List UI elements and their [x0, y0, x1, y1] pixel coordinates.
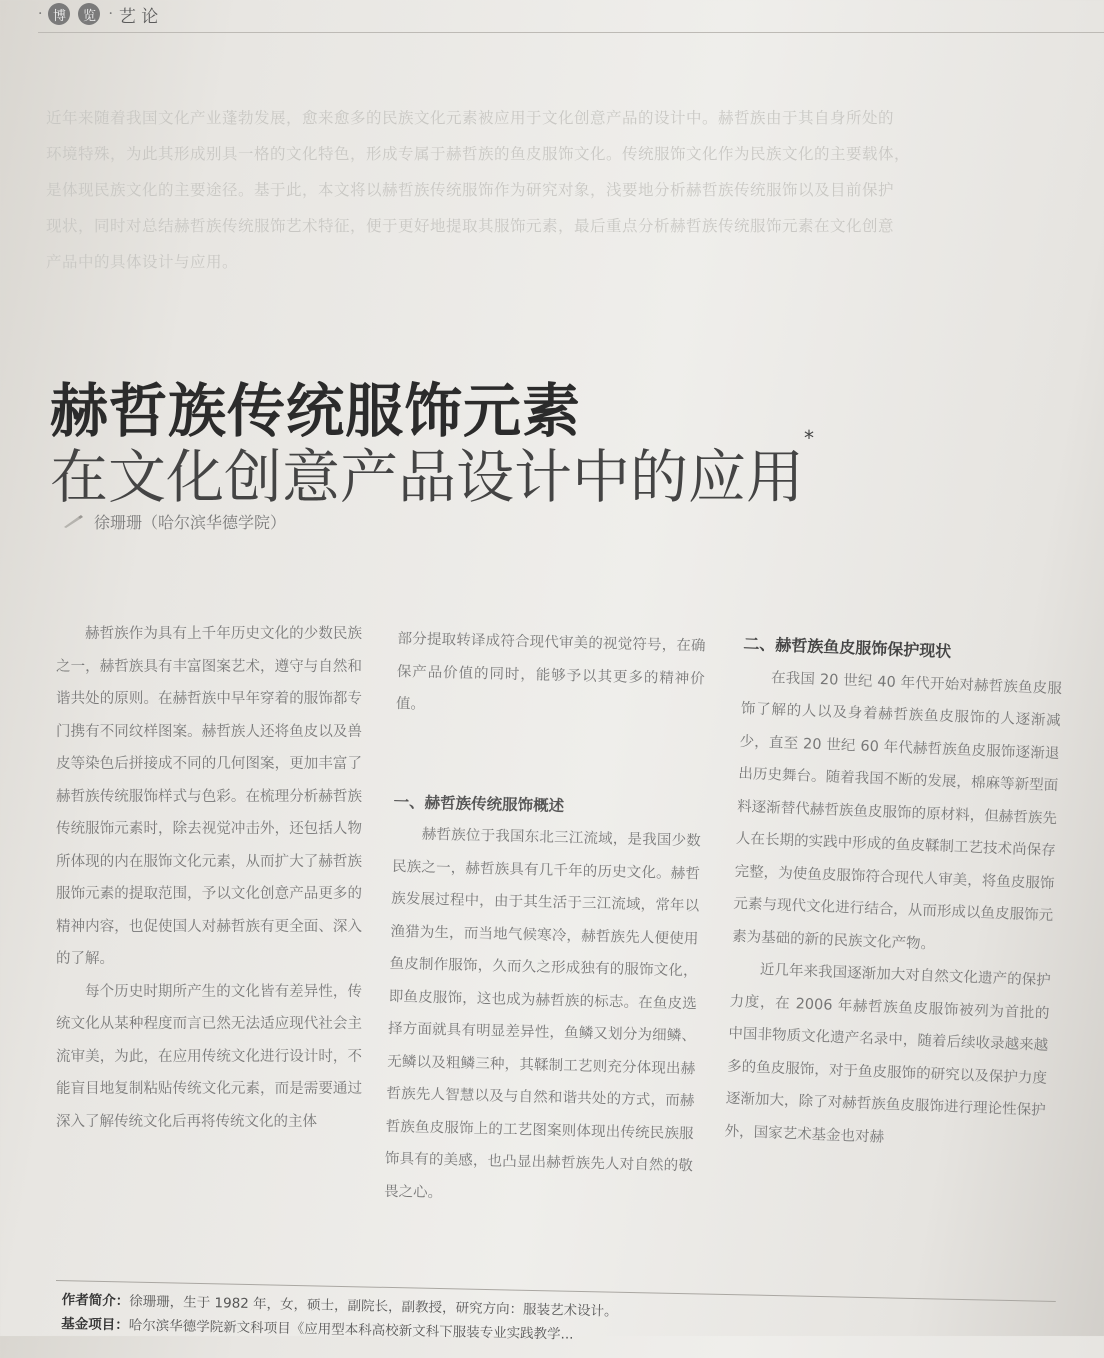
abstract-line: 环境特殊，为此其形成别具一格的文化特色，形成专属于赫哲族的鱼皮服饰文化。传统服饰文化作为民族文化的主要载体，	[46, 145, 911, 163]
pen-icon	[62, 515, 84, 529]
body-paragraph: 每个历史时期所产生的文化皆有差异性，传统文化从某种程度而言已然无法适应现代社会主流审美，为此，在应用传统文化进行设计时，不能盲目地复制粘贴传统文化元素，而是需要通过深入了解传统文化后再将传统文化的主体	[56, 983, 362, 1130]
section-heading-1: 一、赫哲族传统服饰概述	[393, 792, 565, 815]
author-bio-text: 徐珊珊，生于 1982 年，女，硕士，副院长，副教授，研究方向：服装艺术设计。	[129, 1293, 618, 1320]
abstract-line: 产品中的具体设计与应用。	[46, 253, 239, 271]
abstract-line: 是体现民族文化的主要途径。基于此，本文将以赫哲族传统服饰作为研究对象，浅要地分析赫哲族传统服饰以及目前保护	[46, 181, 895, 199]
body-paragraph: 赫哲族作为具有上千年历史文化的少数民族之一，赫哲族具有丰富图案艺术，遵守与自然和谐共处的原则。在赫哲族中早年穿着的服饰都专门携有不同纹样图案。赫哲族人还将鱼皮以及兽皮等染色后拼接成不同的几何图案，更加丰富了赫哲族传统服饰样式与色彩。在梳理分析赫哲族传统服饰元素时，除去视觉冲击外，还包括人物所体现的内在服饰文化元素，从而扩大了赫哲族服饰元素的提取范围，予以文化创意产品更多的精神内容，也促使国人对赫哲族有更全面、深入的了解。	[56, 626, 362, 967]
body-paragraph: 近几年来我国逐渐加大对自然文化遗产的保护力度，在 2006 年赫哲族鱼皮服饰被列为首批的中国非物质文化遗产名录中，随着后续收录越来越多的鱼皮服饰，对于鱼皮服饰的研究以及保护力度逐渐加大，除了对赫哲族鱼皮服饰进行理论性保护外，国家艺术基金也对赫	[724, 961, 1051, 1146]
body-paragraph: 部分提取转译成符合现代审美的视觉符号，在确保产品价值的同时，能够予以其更多的精神价值。	[395, 630, 706, 713]
article-title-line2-text: 在文化创意产品设计中的应用	[50, 443, 805, 511]
header-dot: ·	[108, 6, 113, 22]
column-1	[56, 618, 362, 1138]
column-3	[724, 628, 1064, 1160]
body-paragraph: 赫哲族位于我国东北三江流域，是我国少数民族之一，赫哲族具有几千年的历史文化。赫哲族发展过程中，由于其生活于三江流域，常年以渔猎为生，而当地气候寒冷，赫哲族先人便使用鱼皮制作服饰，久而久之形成独有的服饰文化，即鱼皮服饰，这也成为赫哲族的标志。在鱼皮选择方面就具有明显差异性，鱼鳞又划分为细鳞、无鳞以及粗鳞三种，其鞣制工艺则充分体现出赫哲族先人智慧以及与自然和谐共处的方式，而赫哲族鱼皮服饰上的工艺图案则体现出传统民族服饰具有的美感，也凸显出赫哲族先人对自然的敬畏之心。	[383, 826, 701, 1201]
author-name: 徐珊珊（哈尔滨华德学院）	[94, 513, 287, 532]
fund-text: 哈尔滨华德学院新文科项目《应用型本科高校新文科下服装专业实践教学...	[128, 1317, 574, 1343]
header-char-circle: 博	[48, 3, 70, 25]
author-line	[62, 510, 286, 533]
abstract-line: 现状，同时对总结赫哲族传统服饰艺术特征，便于更好地提取其服饰元素，最后重点分析赫哲族传统服饰元素在文化创意	[46, 217, 895, 235]
header-dot: ·	[38, 6, 43, 22]
article-title-line2	[50, 426, 815, 514]
body-paragraph: 在我国 20 世纪 40 年代开始对赫哲族鱼皮服饰了解的人以及身着赫哲族鱼皮服饰的人逐渐减少，直至 20 世纪 60 年代赫哲族鱼皮服饰逐渐退出历史舞台。随着我国不断的发展，棉麻等新型面料逐渐替代赫哲族鱼皮服饰的原材料，但赫哲族先人在长期的实践中形成的鱼皮鞣制工艺技术尚保存完整，为使鱼皮服饰符合现代人审美，将鱼皮服饰元素与现代文化进行结合，从而形成以鱼皮服饰元素为基础的新的民族文化产物。	[731, 669, 1063, 953]
section-heading-2: 二、赫哲族鱼皮服饰保护现状	[743, 633, 952, 661]
header-rule	[38, 32, 1104, 33]
running-header	[38, 0, 158, 28]
article-title-line1: 赫哲族传统服饰元素	[50, 377, 582, 445]
header-char-circle: 览	[78, 3, 100, 25]
author-bio-label: 作者简介：	[61, 1291, 130, 1310]
abstract-line: 近年来随着我国文化产业蓬勃发展，愈来愈多的民族文化元素被应用于文化创意产品的设计中。赫哲族由于其自身所处的	[46, 109, 895, 127]
abstract	[46, 100, 1086, 280]
header-section: 艺 论	[118, 6, 159, 27]
column-2	[384, 623, 706, 1215]
title-footnote-marker: *	[804, 426, 815, 450]
fund-label: 基金项目：	[61, 1315, 129, 1334]
